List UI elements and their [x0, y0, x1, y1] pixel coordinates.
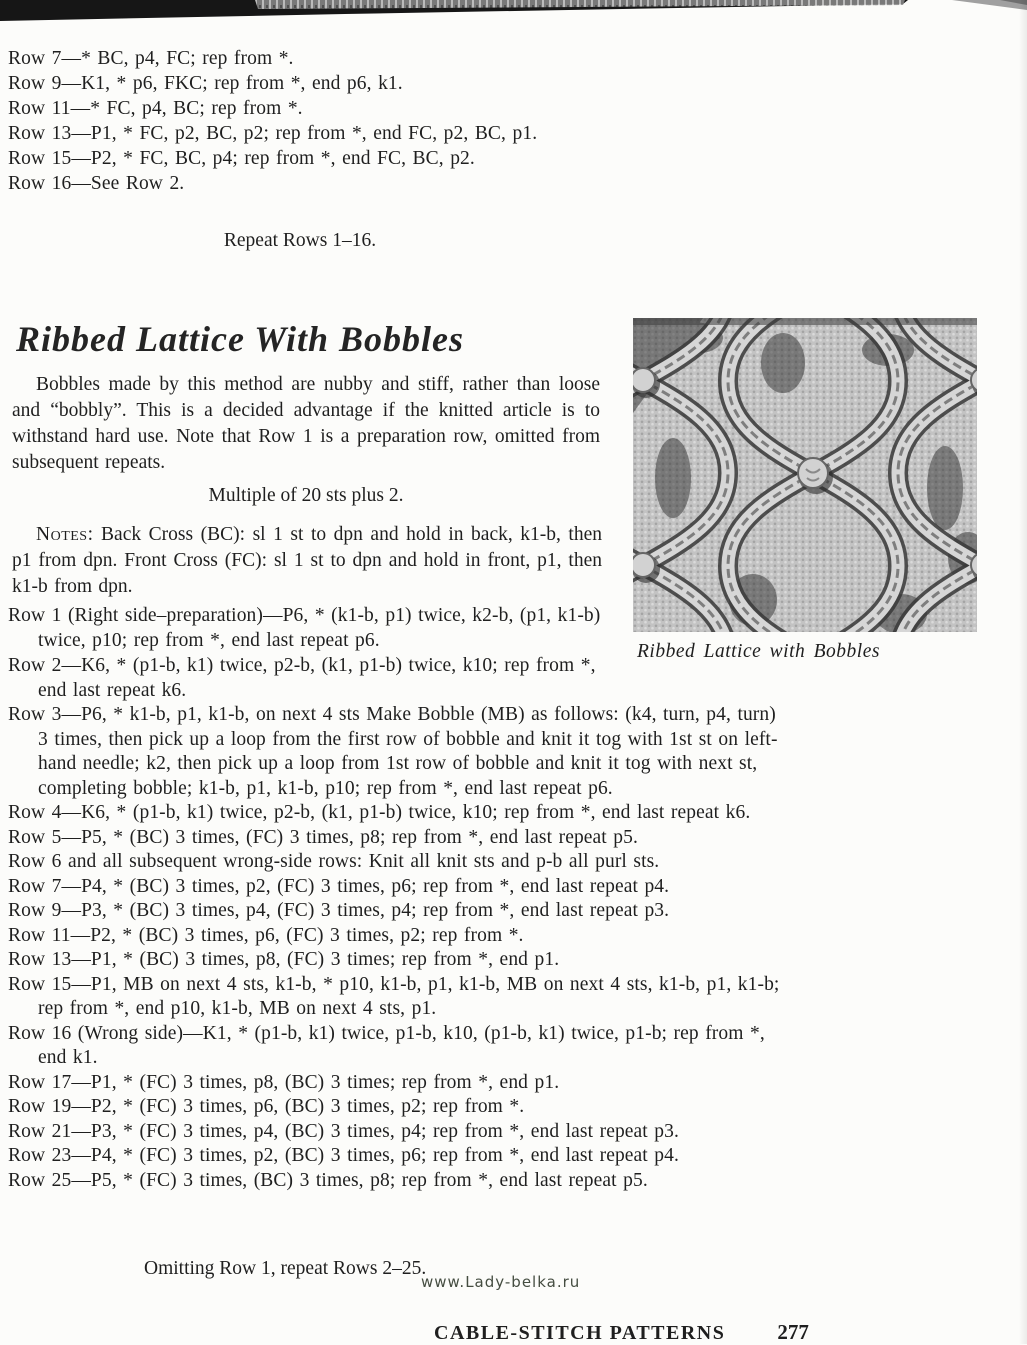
pattern-row: Row 7—* BC, p4, FC; rep from *. — [8, 48, 294, 69]
notes-label: Notes: — [36, 524, 94, 545]
stitch-multiple-note: Multiple of 20 sts plus 2. — [208, 485, 404, 506]
pattern-row: Row 16 (Wrong side)—K1, * (p1-b, k1) twice, p1-b, k10, (p1-b, k1) twice, p1-b; rep from *, end k1. — [8, 1022, 765, 1068]
pattern-title: Ribbed Lattice With Bobbles — [16, 319, 464, 359]
pattern-row: Row 11—P2, * (BC) 3 times, p6, (FC) 3 times, p2; rep from *. — [8, 924, 524, 946]
pattern-row: Row 4—K6, * (p1-b, k1) twice, p2-b, (k1, p1-b) twice, k10; rep from *, end last repeat k6. — [8, 802, 751, 823]
pattern-row: Row 5—P5, * (BC) 3 times, (FC) 3 times, p8; rep from *, end last repeat p5. — [8, 826, 638, 848]
pattern-row: Row 15—P1, MB on next 4 sts, k1-b, * p10, k1-b, p1, k1-b, MB on next 4 sts, k1-b, p1, k1-b; rep from *, end p10, k1-b, MB on next 4 sts, p1. — [8, 973, 780, 1019]
figure — [633, 318, 977, 663]
pattern-row: Row 7—P4, * (BC) 3 times, p2, (FC) 3 times, p6; rep from *, end last repeat p4. — [8, 875, 670, 897]
pattern-intro: Bobbles made by this method are nubby and stiff, rather than loose and “bobbly”. This is a decided advantage if the knitted article is to withstand hard use. Note that Row 1 is a preparation row, omitted from subsequent repeats. — [12, 374, 600, 473]
notes-body: Back Cross (BC): sl 1 st to dpn and hold in back, k1-b, then p1 from dpn. Front Cross (FC): sl 1 st to dpn and hold in front, p1, then k1-b from dpn. — [12, 524, 602, 597]
page-number: 277 — [777, 1320, 809, 1344]
scan-artifact-top — [0, 0, 1027, 42]
pattern-row: Row 21—P3, * (FC) 3 times, p4, (BC) 3 times, p4; rep from *, end last repeat p3. — [8, 1120, 679, 1142]
repeat-instruction: Repeat Rows 1–16. — [223, 229, 377, 251]
pattern-row: Row 6 and all subsequent wrong-side rows: Knit all knit sts and p-b all purl sts. — [8, 851, 660, 872]
pattern-row: Row 13—P1, * (BC) 3 times, p8, (FC) 3 times; rep from *, end p1. — [8, 949, 560, 970]
pattern-row: Row 17—P1, * (FC) 3 times, p8, (BC) 3 times; rep from *, end p1. — [8, 1071, 560, 1093]
pattern-rows-beside-photo — [8, 603, 614, 703]
pattern-row: Row 16—See Row 2. — [8, 173, 185, 194]
running-title: CABLE-STITCH PATTERNS — [434, 1322, 726, 1344]
pattern-row: Row 9—K1, * p6, FKC; rep from *, end p6, k1. — [8, 73, 403, 94]
pattern-row: Row 9—P3, * (BC) 3 times, p4, (FC) 3 times, p4; rep from *, end last repeat p3. — [8, 900, 670, 921]
figure-caption: Ribbed Lattice with Bobbles — [637, 641, 880, 662]
watermark: www.Lady-belka.ru — [421, 1273, 581, 1291]
pattern-row: Row 13—P1, * FC, p2, BC, p2; rep from *, end FC, p2, BC, p1. — [8, 123, 538, 144]
pattern-row: Row 1 (Right side–preparation)—P6, * (k1-b, p1) twice, k2-b, (p1, k1-b) twice, p10; rep from *, end last repeat p6. — [8, 605, 601, 651]
pattern-row: Row 11—* FC, p4, BC; rep from *. — [8, 98, 303, 119]
pattern-row: Row 25—P5, * (FC) 3 times, (BC) 3 times, p8; rep from *, end last repeat p5. — [8, 1169, 648, 1191]
scan-edge-shading — [1019, 0, 1027, 1344]
previous-pattern-rows — [8, 46, 698, 196]
pattern-row: Row 2—K6, * (p1-b, k1) twice, p2-b, (k1, p1-b) twice, k10; rep from *, end last repeat k6. — [8, 655, 596, 701]
pattern-notes — [12, 522, 602, 600]
pattern-row: Row 15—P2, * FC, BC, p4; rep from *, end FC, BC, p2. — [8, 148, 475, 169]
pattern-rows-full-width — [8, 703, 780, 1193]
closing-instruction: Omitting Row 1, repeat Rows 2–25. — [144, 1258, 427, 1279]
page-footer — [434, 1320, 809, 1345]
pattern-row: Row 23—P4, * (FC) 3 times, p2, (BC) 3 times, p6; rep from *, end last repeat p4. — [8, 1145, 679, 1166]
knit-swatch-photo — [633, 318, 977, 632]
pattern-row: Row 3—P6, * k1-b, p1, k1-b, on next 4 sts Make Bobble (MB) as follows: (k4, turn, p4, turn) 3 times, then pick up a loop from the first row of bobble and knit it tog with 1st st on left-hand needle; k2, then pick up a loop from 1st row of bobble and knit it tog with next st, completing bobble; k1-b, p1, k1-b, p10; rep from *, end last repeat p6. — [8, 704, 778, 799]
pattern-row: Row 19—P2, * (FC) 3 times, p6, (BC) 3 times, p2; rep from *. — [8, 1096, 525, 1117]
